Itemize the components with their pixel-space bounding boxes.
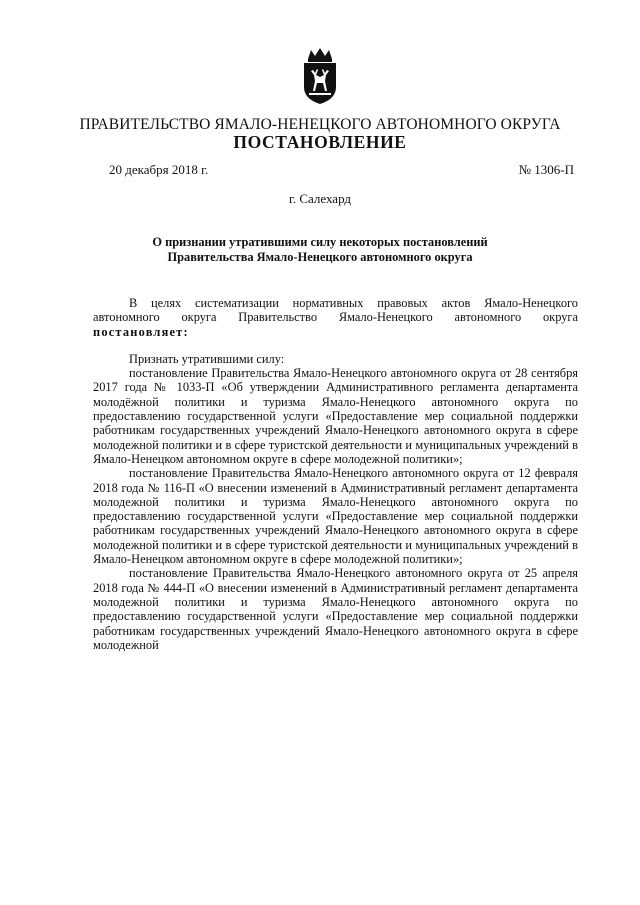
document-number: № 1306-П: [518, 162, 574, 177]
document-body: [93, 296, 578, 652]
coat-of-arms-icon: [301, 47, 339, 105]
intro-text: В целях систематизации нормативных правовых актов Ямало-Ненецкого автономного округа Правительство Ямало-Ненецкого автономного округа: [93, 296, 578, 325]
list-item: постановление Правительства Ямало-Ненецкого автономного округа от 12 февраля 2018 года № 116-П «О внесении изменений в Административный регламент департамента молодежной политики и туризма Ямало-Ненецкого автономного округа по предоставлению государственной услуги «Предоставление мер социальной поддержки работникам государственных учреждений Ямало-Ненецкого автономного округа в сфере молодежной политики и в сфере туристской деятельности и муниципальных учреждений в Ямало-Ненецком автономном округе в сфере молодежной политики»;: [93, 466, 578, 567]
title-line-2: Правительства Ямало-Ненецкого автономного округа: [167, 249, 473, 264]
intro-paragraph: [93, 296, 578, 339]
document-title: [95, 235, 545, 264]
list-item: постановление Правительства Ямало-Ненецкого автономного округа от 25 апреля 2018 года № 444-П «О внесении изменений в Административный регламент департамента молодежной политики и туризма Ямало-Ненецкого автономного округа по предоставлению государственной услуги «Предоставление мер социальной поддержки работникам государственных учреждений Ямало-Ненецкого автономного округа в сфере молодежной: [93, 566, 578, 652]
document-date: 20 декабря 2018 г.: [109, 162, 209, 177]
list-item: постановление Правительства Ямало-Ненецкого автономного округа от 28 сентября 2017 года № 1033-П «Об утверждении Административного регламента департамента молодёжной политики и туризма Ямало-Ненецкого автономного округа по предоставлению государственной услуги «Предоставление мер социальной поддержки работникам государственных учреждений Ямало-Ненецкого автономного округа в сфере молодежной политики и в сфере туристской деятельности и муниципальных учреждений в Ямало-Ненецком автономном округе в сфере молодежной политики»;: [93, 366, 578, 466]
title-line-1: О признании утратившими силу некоторых постановлений: [152, 235, 488, 249]
intro-keyword: постановляет:: [93, 324, 189, 339]
resolve-paragraph: Признать утратившими силу:: [129, 351, 285, 366]
organization-name: ПРАВИТЕЛЬСТВО ЯМАЛО-НЕНЕЦКОГО АВТОНОМНОГО ОКРУГА: [79, 116, 561, 133]
document-city: г. Салехард: [288, 191, 352, 206]
document-type: ПОСТАНОВЛЕНИЕ: [233, 132, 407, 152]
